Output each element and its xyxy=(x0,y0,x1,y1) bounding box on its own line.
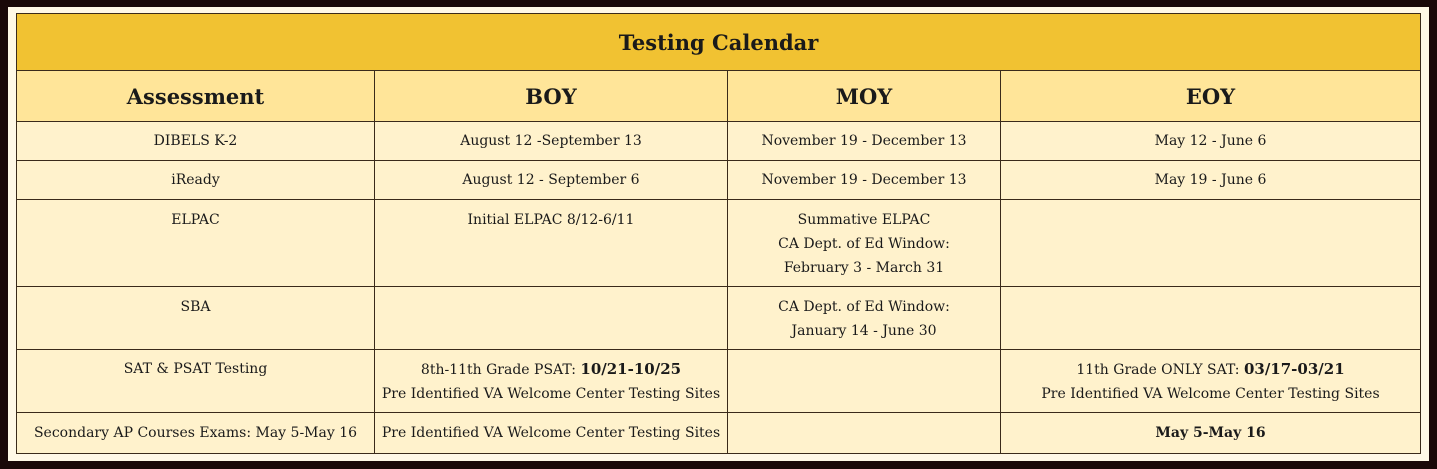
eoy-cell xyxy=(1001,200,1421,287)
moy-line: Summative ELPAC xyxy=(797,212,931,228)
table-title: Testing Calendar xyxy=(17,14,1421,71)
eoy-cell: May 19 - June 6 xyxy=(1001,161,1421,200)
boy-cell: August 12 -September 13 xyxy=(375,122,728,161)
moy-cell xyxy=(728,287,1001,350)
boy-cell xyxy=(375,350,728,413)
moy-line: February 3 - March 31 xyxy=(783,260,945,276)
table-row xyxy=(17,200,1421,287)
title-row xyxy=(17,14,1421,71)
table-row xyxy=(17,413,1421,454)
eoy-line2: Pre Identified VA Welcome Center Testing Sites xyxy=(1041,386,1380,402)
boy-cell: Initial ELPAC 8/12-6/11 xyxy=(375,200,728,287)
eoy-cell xyxy=(1001,287,1421,350)
moy-line: CA Dept. of Ed Window: xyxy=(778,299,950,315)
assessment-cell: SAT & PSAT Testing xyxy=(17,350,375,413)
header-moy: MOY xyxy=(728,71,1001,122)
header-row xyxy=(17,71,1421,122)
psat-dates: 10/21-10/25 xyxy=(580,360,682,378)
table-row xyxy=(17,350,1421,413)
moy-cell xyxy=(728,350,1001,413)
assessment-cell: ELPAC xyxy=(17,200,375,287)
eoy-cell: May 12 - June 6 xyxy=(1001,122,1421,161)
eoy-cell: May 5-May 16 xyxy=(1001,413,1421,454)
header-assessment: Assessment xyxy=(17,71,375,122)
header-eoy: EOY xyxy=(1001,71,1421,122)
assessment-cell: Secondary AP Courses Exams: May 5-May 16 xyxy=(17,413,375,454)
sat-dates: 03/17-03/21 xyxy=(1243,360,1345,378)
assessment-cell: iReady xyxy=(17,161,375,200)
moy-cell xyxy=(728,413,1001,454)
assessment-cell: DIBELS K-2 xyxy=(17,122,375,161)
header-boy: BOY xyxy=(375,71,728,122)
boy-cell: August 12 - September 6 xyxy=(375,161,728,200)
moy-line: CA Dept. of Ed Window: xyxy=(778,236,950,252)
boy-line xyxy=(375,357,727,382)
boy-cell xyxy=(375,287,728,350)
boy-cell: Pre Identified VA Welcome Center Testing Sites xyxy=(375,413,728,454)
boy-prefix: 8th-11th Grade PSAT: xyxy=(420,362,581,378)
calendar-frame xyxy=(8,7,1429,461)
table-row xyxy=(17,287,1421,350)
eoy-cell xyxy=(1001,350,1421,413)
table-row xyxy=(17,161,1421,200)
testing-calendar-table xyxy=(16,13,1421,454)
moy-cell: November 19 - December 13 xyxy=(728,161,1001,200)
eoy-line xyxy=(1001,357,1420,382)
table-row xyxy=(17,122,1421,161)
moy-cell xyxy=(728,200,1001,287)
moy-line: January 14 - June 30 xyxy=(791,323,937,339)
moy-cell: November 19 - December 13 xyxy=(728,122,1001,161)
eoy-prefix: 11th Grade ONLY SAT: xyxy=(1076,362,1244,378)
assessment-cell: SBA xyxy=(17,287,375,350)
boy-line2: Pre Identified VA Welcome Center Testing Sites xyxy=(381,386,721,402)
